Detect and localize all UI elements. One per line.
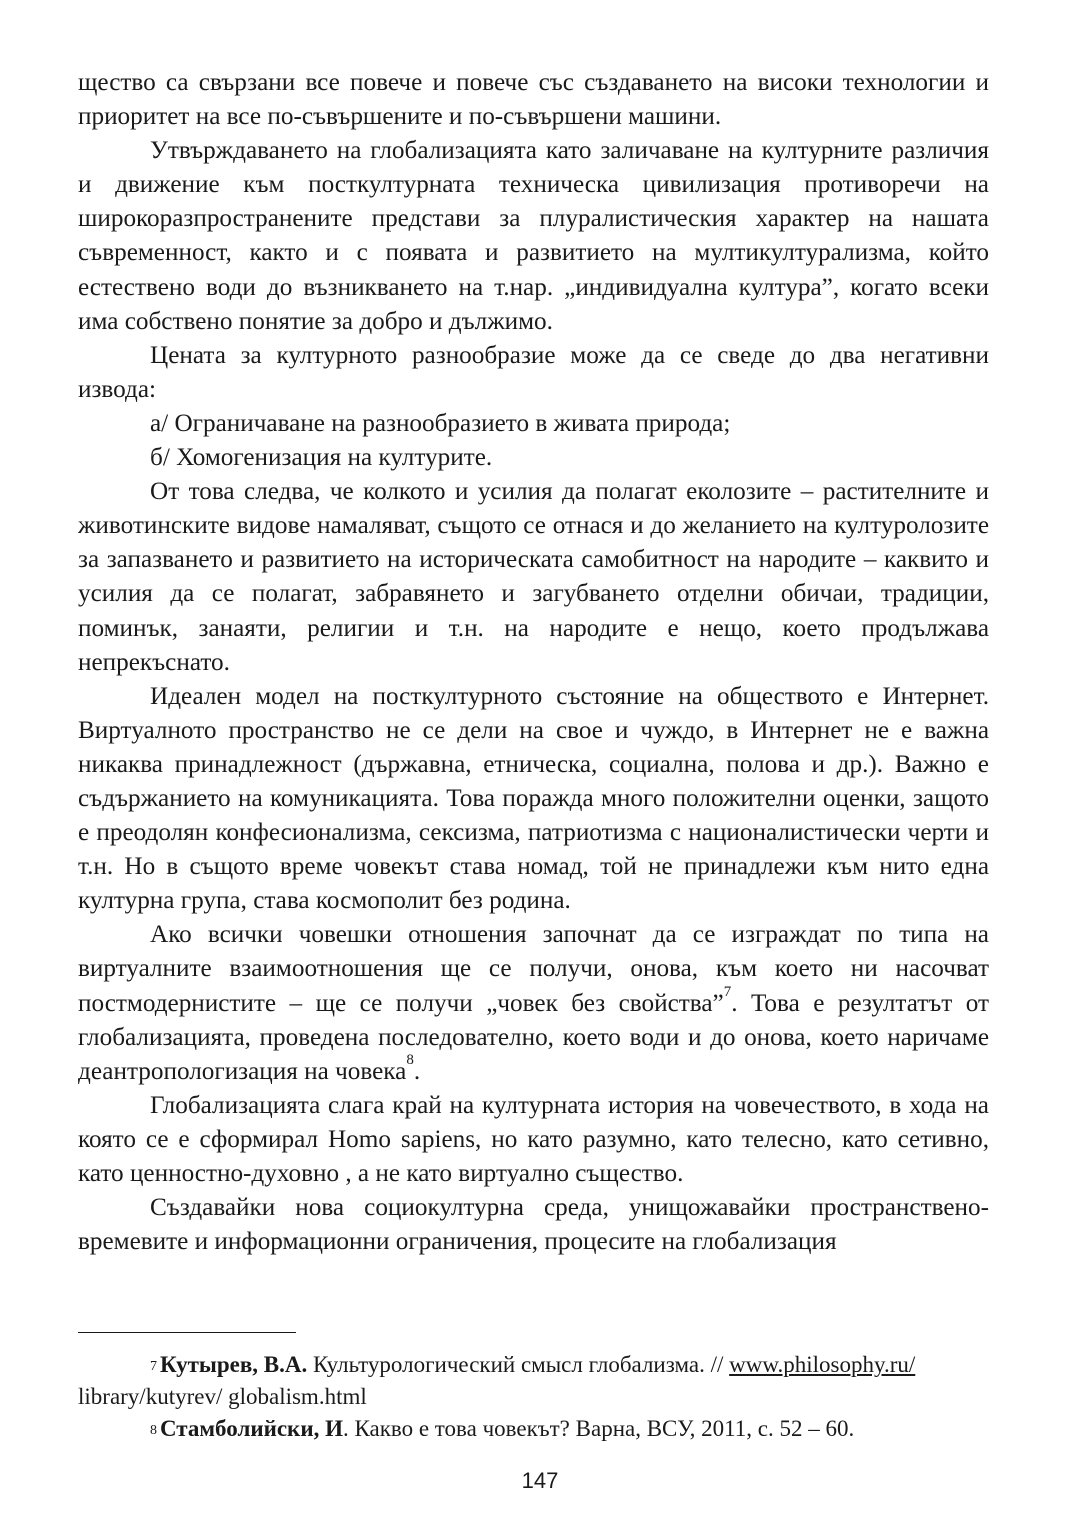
- footnote-link[interactable]: www.philosophy.ru/: [729, 1352, 916, 1377]
- paragraph-5: Идеален модел на посткултурното състояние на обществото е Интернет. Виртуалното пространство не се дели на свое и чуждо, в Интернет не е важна никаква принадлежност (държавна, етническа, социална, полова и др.). Важно е съдържанието на комуникацията. Това поражда много положителни оценки, защото е преодолян конфесионализма, сексизма, патриотизма с националистически черти и т.н. Но в същото време човекът става номад, той не принадлежи към нито една културна група, става космополит без родина.: [78, 682, 989, 915]
- footnote-author: Кутырев, В.А.: [160, 1352, 308, 1377]
- list-item-a: а/ Ограничаване на разнообразието в живата природа;: [150, 409, 731, 437]
- list-item-b: б/ Хомогенизация на културите.: [150, 444, 493, 472]
- footnote-ref-8[interactable]: 8: [406, 1051, 414, 1068]
- paragraph-7: Глобализацията слага край на културната история на човечеството, в хода на която се е сформирал Homo sapiens, но като разумно, като телесно, като сетивно, като ценностно-духовно , а не като виртуално същество.: [78, 1091, 989, 1187]
- footnote-link-continued: library/kutyrev/ globalism.html: [78, 1384, 367, 1409]
- footnote-8: [78, 1413, 989, 1445]
- footnote-number: 8: [150, 1423, 157, 1438]
- footnote-ref-7[interactable]: 7: [723, 983, 732, 1000]
- footnote-number: 7: [150, 1359, 157, 1374]
- paragraph-4: От това следва, че колкото и усилия да полагат еколозите – растителните и животинските видове намаляват, същото се отнася и до желанието на културолозите за запазването и развитието на историческата самобитност на народите – каквито и усилия да се полагат, забравянето и загубването отделни обичаи, традиции, поминък, занаяти, религии и т.н. на народите е нещо, което продължава непрекъснато.: [78, 478, 989, 676]
- footnote-author: Стамболийски, И: [160, 1416, 343, 1441]
- footnote-text: . Какво е това човекът? Варна, ВСУ, 2011, с. 52 – 60.: [342, 1416, 855, 1441]
- page-number: 147: [521, 1468, 559, 1493]
- paragraph-3: Цената за културното разнообразие може да се сведе до два негативни извода:: [78, 341, 989, 403]
- footnote-text: Культурологический смысл глобализма. //: [307, 1352, 730, 1377]
- paragraph-6-text-b: . Това е резултатът от глобализацията, проведена последователно, което води и до онова, което наричаме деантропологизация на човека: [78, 989, 989, 1085]
- footnotes: [78, 1349, 989, 1445]
- paragraph-8: Създавайки нова социокултурна среда, унищожавайки пространствено-времевите и информационни ограничения, процесите на глобализация: [78, 1194, 989, 1256]
- paragraph-1: щество са свързани все повече и повече със създаването на високи технологии и приоритет на все по-съвършените и по-съвършени машини.: [78, 69, 989, 131]
- footnote-separator: [78, 1332, 296, 1333]
- paragraph-6: [78, 918, 989, 1088]
- page-body: [78, 66, 989, 1259]
- paragraph-6-text-a: Ако всички човешки отношения започнат да се изграждат по типа на виртуалните взаимоотношения ще се получи, онова, към което ни насочват постмодернистите – ще се получи „човек без свойства”: [78, 921, 989, 1017]
- footnote-7: [78, 1349, 989, 1413]
- paragraph-2: Утвърждаването на глобализацията като заличаване на културните различия и движение към посткултурната техническа цивилизация противоречи на широкоразпространените представи за плуралистическия характер на нашата съвременност, както и с появата и развитието на мултикултурализма, който естествено води до възникването на т.нар. „индивидуална култура”, когато всеки има собствено понятие за добро и дължимо.: [78, 137, 989, 335]
- paragraph-6-text-c: .: [413, 1057, 421, 1085]
